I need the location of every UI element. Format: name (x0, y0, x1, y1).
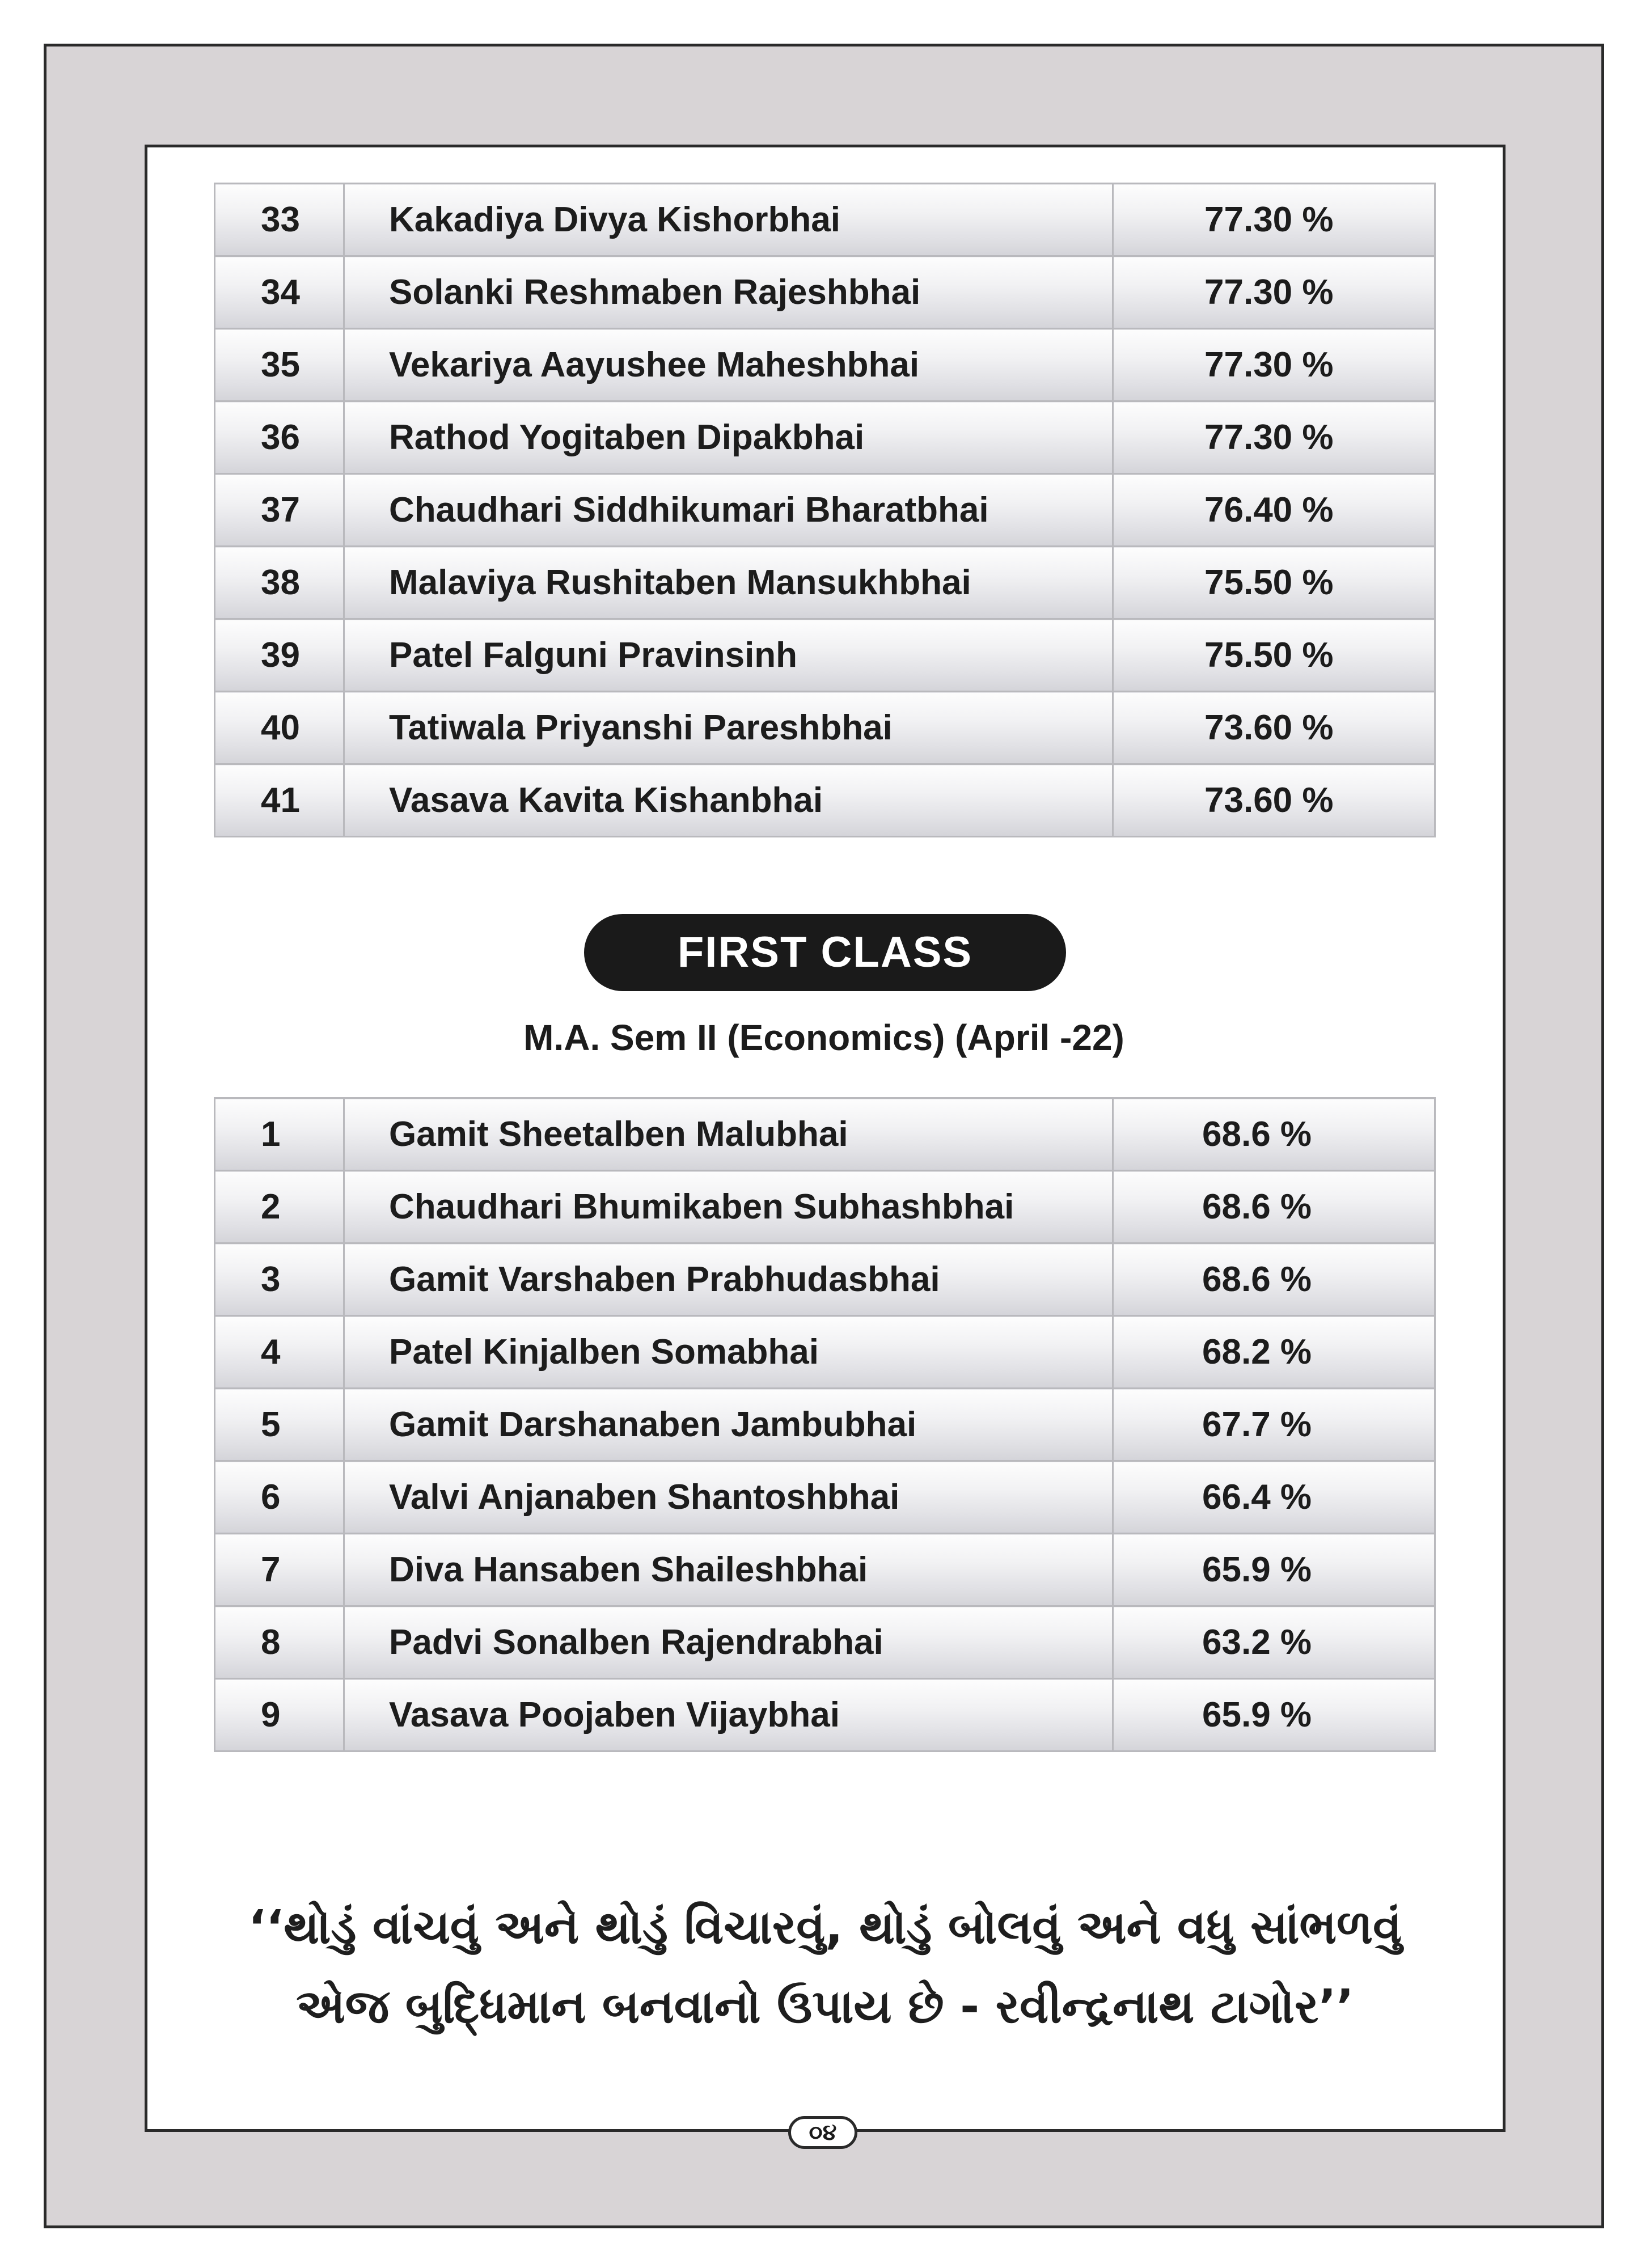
serial-number: 36 (215, 401, 344, 474)
serial-number: 6 (215, 1461, 344, 1534)
serial-number: 9 (215, 1679, 344, 1751)
table-row (215, 547, 1435, 619)
serial-number: 1 (215, 1098, 344, 1171)
serial-number: 4 (215, 1316, 344, 1389)
table-row (215, 1316, 1435, 1389)
percentage: 75.50 % (1113, 619, 1435, 692)
percentage: 77.30 % (1113, 256, 1435, 329)
percentage: 73.60 % (1113, 692, 1435, 764)
serial-number: 33 (215, 184, 344, 256)
gujarati-quote (170, 1888, 1480, 2047)
student-name: Vasava Poojaben Vijaybhai (344, 1679, 1113, 1751)
percentage: 77.30 % (1113, 329, 1435, 401)
student-name: Patel Falguni Pravinsinh (344, 619, 1113, 692)
serial-number: 5 (215, 1389, 344, 1461)
student-name: Valvi Anjanaben Shantoshbhai (344, 1461, 1113, 1534)
percentage: 68.6 % (1113, 1171, 1435, 1243)
percentage: 77.30 % (1113, 184, 1435, 256)
page-number: ૦૪ (788, 2116, 857, 2149)
table-row (215, 1679, 1435, 1751)
percentage: 76.40 % (1113, 474, 1435, 547)
serial-number: 2 (215, 1171, 344, 1243)
student-name: Diva Hansaben Shaileshbhai (344, 1534, 1113, 1606)
student-name: Gamit Darshanaben Jambubhai (344, 1389, 1113, 1461)
percentage: 67.7 % (1113, 1389, 1435, 1461)
table-row (215, 1389, 1435, 1461)
table-row (215, 1606, 1435, 1679)
student-name: Patel Kinjalben Somabhai (344, 1316, 1113, 1389)
student-name: Padvi Sonalben Rajendrabhai (344, 1606, 1113, 1679)
percentage: 68.2 % (1113, 1316, 1435, 1389)
table-row (215, 619, 1435, 692)
quote-line-2: એજ બુદ્ધિમાન બનવાનો ઉપાય છે - રવીન્દ્રનાથ ટાગોર’’ (296, 1980, 1354, 2034)
table-row (215, 764, 1435, 837)
table-row (215, 256, 1435, 329)
table-row (215, 692, 1435, 764)
percentage: 63.2 % (1113, 1606, 1435, 1679)
table-row (215, 1243, 1435, 1316)
table-row (215, 1534, 1435, 1606)
table-row (215, 474, 1435, 547)
serial-number: 7 (215, 1534, 344, 1606)
serial-number: 35 (215, 329, 344, 401)
table-row (215, 1098, 1435, 1171)
table-row (215, 329, 1435, 401)
percentage: 68.6 % (1113, 1243, 1435, 1316)
table-row (215, 184, 1435, 256)
student-name: Kakadiya Divya Kishorbhai (344, 184, 1113, 256)
serial-number: 38 (215, 547, 344, 619)
student-name: Vekariya Aayushee Maheshbhai (344, 329, 1113, 401)
serial-number: 3 (215, 1243, 344, 1316)
student-name: Malaviya Rushitaben Mansukhbhai (344, 547, 1113, 619)
serial-number: 41 (215, 764, 344, 837)
percentage: 68.6 % (1113, 1098, 1435, 1171)
student-name: Gamit Varshaben Prabhudasbhai (344, 1243, 1113, 1316)
percentage: 73.60 % (1113, 764, 1435, 837)
serial-number: 37 (215, 474, 344, 547)
percentage: 65.9 % (1113, 1534, 1435, 1606)
first-class-banner: FIRST CLASS (584, 914, 1066, 991)
quote-line-1: ‘‘થોડું વાંચવું અને થોડું વિચારવું, થોડું બોલવું અને વધુ સાંભળવું (248, 1901, 1402, 1954)
student-name: Gamit Sheetalben Malubhai (344, 1098, 1113, 1171)
percentage: 77.30 % (1113, 401, 1435, 474)
course-subtitle: M.A. Sem II (Economics) (April -22) (523, 1017, 1124, 1058)
serial-number: 40 (215, 692, 344, 764)
serial-number: 8 (215, 1606, 344, 1679)
serial-number: 34 (215, 256, 344, 329)
percentage: 65.9 % (1113, 1679, 1435, 1751)
student-name: Rathod Yogitaben Dipakbhai (344, 401, 1113, 474)
student-name: Chaudhari Siddhikumari Bharatbhai (344, 474, 1113, 547)
student-name: Solanki Reshmaben Rajeshbhai (344, 256, 1113, 329)
results-table-first-class (214, 1097, 1436, 1752)
student-name: Tatiwala Priyanshi Pareshbhai (344, 692, 1113, 764)
table-row (215, 1171, 1435, 1243)
table-row (215, 401, 1435, 474)
table-row (215, 1461, 1435, 1534)
student-name: Vasava Kavita Kishanbhai (344, 764, 1113, 837)
serial-number: 39 (215, 619, 344, 692)
percentage: 75.50 % (1113, 547, 1435, 619)
percentage: 66.4 % (1113, 1461, 1435, 1534)
student-name: Chaudhari Bhumikaben Subhashbhai (344, 1171, 1113, 1243)
results-table-distinction (214, 183, 1436, 837)
